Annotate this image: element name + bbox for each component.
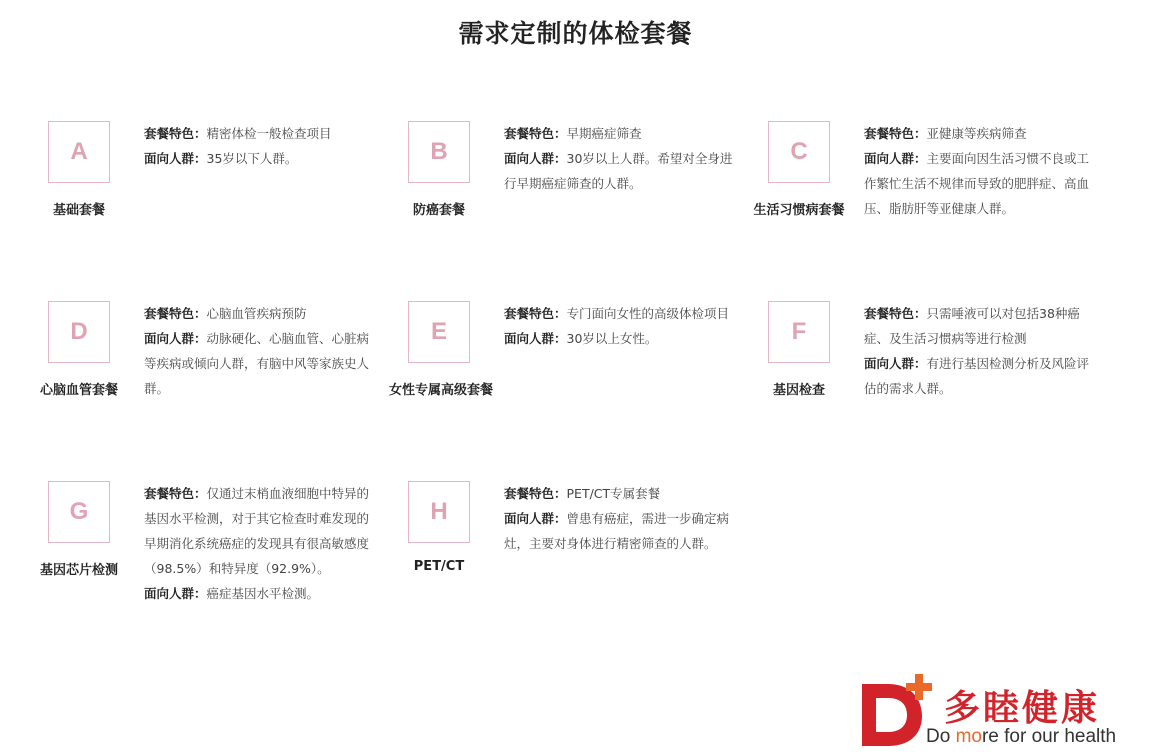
feature-text: PET/CT专属套餐 <box>566 486 661 501</box>
package-card-f <box>757 301 1117 451</box>
slogan-part: re for our health <box>981 726 1117 747</box>
package-name: 基础套餐 <box>52 203 105 218</box>
package-letter-badge: A <box>48 121 110 183</box>
brand-logo <box>860 672 1150 756</box>
slogan-part: Do <box>926 726 956 747</box>
feature-label: 套餐特色： <box>504 126 567 141</box>
feature-text: 心脑血管疾病预防 <box>206 306 307 321</box>
package-name: 基因检查 <box>772 383 825 398</box>
package-description <box>144 481 374 606</box>
target-text: 主要面向因生活习惯不良或工作繁忙生活不规律而导致的肥胖症、高血压、脂肪肝等亚健康人群。 <box>864 151 1090 216</box>
package-name: 防癌套餐 <box>412 203 465 218</box>
package-name: 生活习惯病套餐 <box>753 203 845 218</box>
package-letter-badge: B <box>408 121 470 183</box>
slogan-highlight: mo <box>955 726 982 747</box>
feature-label: 套餐特色： <box>864 126 927 141</box>
target-text: 曾患有癌症，需进一步确定病灶，主要对身体进行精密筛查的人群。 <box>504 511 730 551</box>
target-label: 面向人群： <box>504 511 567 526</box>
logo-brand-name: 多睦健康 <box>944 687 1101 729</box>
package-card-b <box>397 121 757 271</box>
logo-slogan <box>926 726 1116 748</box>
feature-text: 早期癌症筛查 <box>566 126 642 141</box>
package-description <box>504 121 734 196</box>
target-label: 面向人群： <box>864 356 927 371</box>
target-label: 面向人群： <box>144 586 207 601</box>
package-card-h <box>397 481 757 631</box>
target-text: 癌症基因水平检测。 <box>206 586 320 601</box>
package-card-g <box>37 481 397 631</box>
feature-text: 亚健康等疾病筛查 <box>926 126 1027 141</box>
package-description <box>504 301 734 351</box>
package-name: 女性专属高级套餐 <box>389 383 494 398</box>
target-label: 面向人群： <box>144 331 207 346</box>
target-text: 30岁以上女性。 <box>566 331 658 346</box>
package-name: 基因芯片检测 <box>39 563 118 578</box>
package-letter-badge: G <box>48 481 110 543</box>
target-label: 面向人群： <box>864 151 927 166</box>
target-text: 35岁以下人群。 <box>206 151 298 166</box>
target-text: 动脉硬化、心脑血管、心脏病等疾病或倾向人群，有脑中风等家族史人群。 <box>144 331 370 396</box>
target-label: 面向人群： <box>144 151 207 166</box>
package-letter-badge: D <box>48 301 110 363</box>
package-description <box>864 301 1094 401</box>
target-label: 面向人群： <box>504 151 567 166</box>
feature-label: 套餐特色： <box>504 306 567 321</box>
package-name: 心脑血管套餐 <box>39 383 118 398</box>
package-letter-badge: F <box>768 301 830 363</box>
package-description <box>144 121 374 171</box>
feature-label: 套餐特色： <box>144 486 207 501</box>
package-card-a <box>37 121 397 271</box>
page-title: 需求定制的体检套餐 <box>458 19 693 48</box>
package-card-c <box>753 121 1117 271</box>
package-letter-badge: C <box>768 121 830 183</box>
package-description <box>144 301 374 401</box>
feature-label: 套餐特色： <box>864 306 927 321</box>
package-name: PET/CT <box>413 559 465 574</box>
package-description <box>864 121 1094 221</box>
feature-label: 套餐特色： <box>144 306 207 321</box>
package-letter-badge: E <box>408 301 470 363</box>
feature-text: 专门面向女性的高级体检项目 <box>566 306 730 321</box>
target-label: 面向人群： <box>504 331 567 346</box>
feature-label: 套餐特色： <box>144 126 207 141</box>
package-description <box>504 481 734 556</box>
target-text: 30岁以上人群。希望对全身进行早期癌症筛查的人群。 <box>504 151 733 191</box>
package-card-d <box>37 301 397 451</box>
target-text: 有进行基因检测分析及风险评估的需求人群。 <box>864 356 1090 396</box>
feature-text: 仅通过末梢血液细胞中特异的基因水平检测，对于其它检查时难发现的早期消化系统癌症的发现具有很高敏感度（98.5%）和特异度（92.9%）。 <box>144 486 370 576</box>
feature-label: 套餐特色： <box>504 486 567 501</box>
package-letter-badge: H <box>408 481 470 543</box>
package-card-e <box>389 301 757 451</box>
feature-text: 只需唾液可以对包括38种癌症、及生活习惯病等进行检测 <box>864 306 1080 346</box>
feature-text: 精密体检一般检查项目 <box>206 126 332 141</box>
